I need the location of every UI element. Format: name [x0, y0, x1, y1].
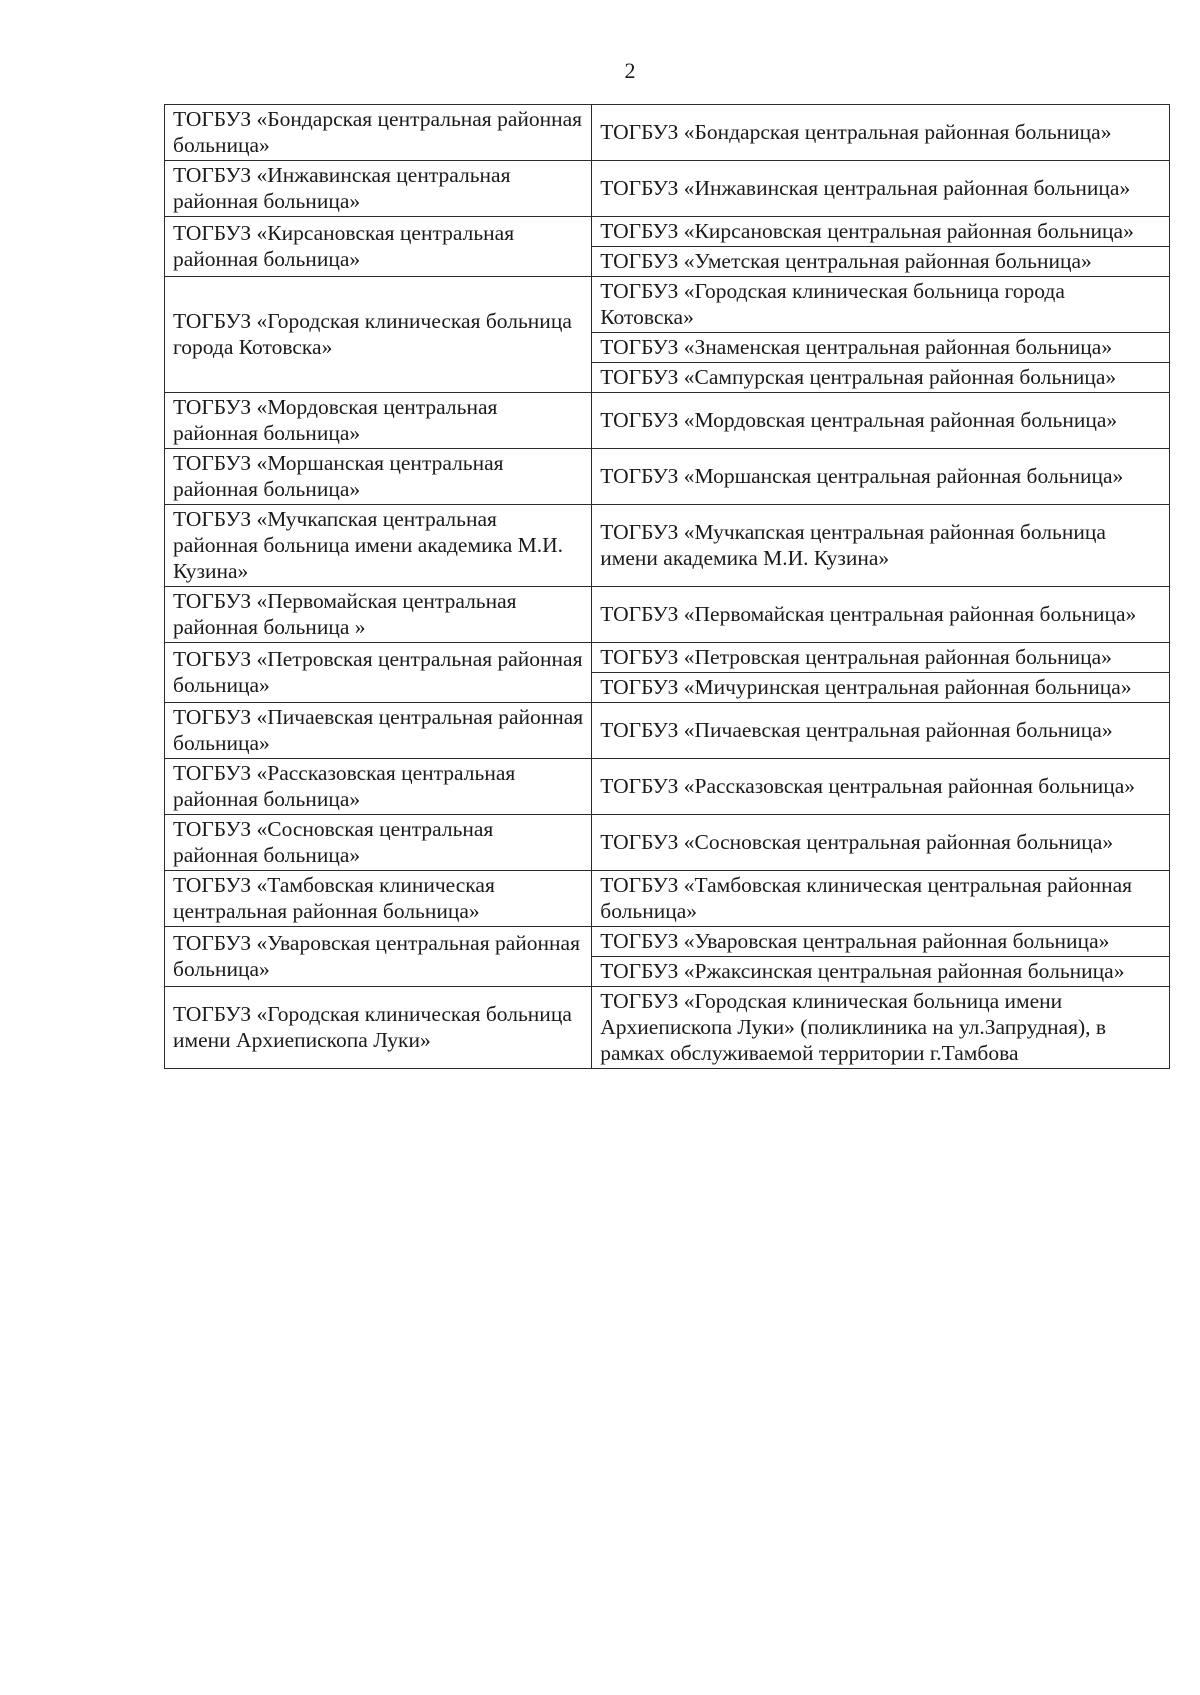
attached-institution-cell: ТОГБУЗ «Городская клиническая больница имени Архиепископа Луки» (поликлиника на ул.Запрудная), в рамках обслуживаемой территории г.Тамбова — [592, 987, 1170, 1069]
parent-institution-cell: ТОГБУЗ «Моршанская центральная районная больница» — [165, 449, 592, 505]
attached-institution-cell: ТОГБУЗ «Пичаевская центральная районная больница» — [592, 703, 1170, 759]
parent-institution-cell: ТОГБУЗ «Сосновская центральная районная больница» — [165, 815, 592, 871]
attached-institution-cell: ТОГБУЗ «Тамбовская клиническая центральная районная больница» — [592, 871, 1170, 927]
table-row — [165, 815, 1170, 871]
parent-institution-cell: ТОГБУЗ «Тамбовская клиническая центральная районная больница» — [165, 871, 592, 927]
table-row — [165, 217, 1170, 247]
parent-institution-cell: ТОГБУЗ «Городская клиническая больница города Котовска» — [165, 277, 592, 393]
attached-institution-cell: ТОГБУЗ «Ржаксинская центральная районная больница» — [592, 957, 1170, 987]
table-row — [165, 987, 1170, 1069]
parent-institution-cell: ТОГБУЗ «Бондарская центральная районная больница» — [165, 105, 592, 161]
attached-institution-cell: ТОГБУЗ «Бондарская центральная районная больница» — [592, 105, 1170, 161]
attached-institution-cell: ТОГБУЗ «Моршанская центральная районная больница» — [592, 449, 1170, 505]
table-row — [165, 871, 1170, 927]
attached-institution-cell: ТОГБУЗ «Мичуринская центральная районная больница» — [592, 673, 1170, 703]
table-row — [165, 927, 1170, 957]
table-row — [165, 393, 1170, 449]
attached-institution-cell: ТОГБУЗ «Знаменская центральная районная больница» — [592, 333, 1170, 363]
table-row — [165, 759, 1170, 815]
parent-institution-cell: ТОГБУЗ «Рассказовская центральная районная больница» — [165, 759, 592, 815]
table-row — [165, 277, 1170, 333]
parent-institution-cell: ТОГБУЗ «Мордовская центральная районная больница» — [165, 393, 592, 449]
parent-institution-cell: ТОГБУЗ «Инжавинская центральная районная больница» — [165, 161, 592, 217]
attached-institution-cell: ТОГБУЗ «Кирсановская центральная районная больница» — [592, 217, 1170, 247]
attached-institution-cell: ТОГБУЗ «Мордовская центральная районная больница» — [592, 393, 1170, 449]
parent-institution-cell: ТОГБУЗ «Кирсановская центральная районная больница» — [165, 217, 592, 277]
attached-institution-cell: ТОГБУЗ «Уметская центральная районная больница» — [592, 247, 1170, 277]
attached-institution-cell: ТОГБУЗ «Сампурская центральная районная больница» — [592, 363, 1170, 393]
table-body — [165, 105, 1170, 1069]
parent-institution-cell: ТОГБУЗ «Первомайская центральная районная больница » — [165, 587, 592, 643]
attached-institution-cell: ТОГБУЗ «Городская клиническая больница города Котовска» — [592, 277, 1170, 333]
attached-institution-cell: ТОГБУЗ «Петровская центральная районная больница» — [592, 643, 1170, 673]
table-row — [165, 505, 1170, 587]
institution-table — [164, 104, 1170, 1069]
table-row — [165, 587, 1170, 643]
parent-institution-cell: ТОГБУЗ «Городская клиническая больница имени Архиепископа Луки» — [165, 987, 592, 1069]
attached-institution-cell: ТОГБУЗ «Уваровская центральная районная больница» — [592, 927, 1170, 957]
parent-institution-cell: ТОГБУЗ «Мучкапская центральная районная больница имени академика М.И. Кузина» — [165, 505, 592, 587]
parent-institution-cell: ТОГБУЗ «Петровская центральная районная больница» — [165, 643, 592, 703]
attached-institution-cell: ТОГБУЗ «Инжавинская центральная районная больница» — [592, 161, 1170, 217]
page-number: 2 — [624, 58, 636, 83]
table-row — [165, 105, 1170, 161]
attached-institution-cell: ТОГБУЗ «Мучкапская центральная районная больница имени академика М.И. Кузина» — [592, 505, 1170, 587]
table-row — [165, 161, 1170, 217]
attached-institution-cell: ТОГБУЗ «Рассказовская центральная районная больница» — [592, 759, 1170, 815]
table-row — [165, 449, 1170, 505]
attached-institution-cell: ТОГБУЗ «Сосновская центральная районная больница» — [592, 815, 1170, 871]
table-row — [165, 703, 1170, 759]
table-row — [165, 643, 1170, 673]
parent-institution-cell: ТОГБУЗ «Пичаевская центральная районная больница» — [165, 703, 592, 759]
parent-institution-cell: ТОГБУЗ «Уваровская центральная районная больница» — [165, 927, 592, 987]
attached-institution-cell: ТОГБУЗ «Первомайская центральная районная больница» — [592, 587, 1170, 643]
